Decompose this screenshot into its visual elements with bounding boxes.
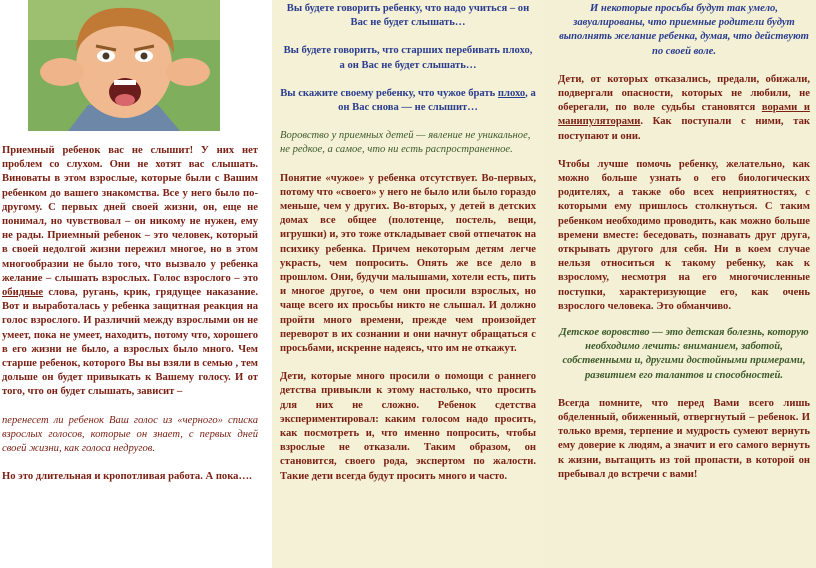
left-paragraph-2: перенесет ли ребенок Ваш голос из «черного» списка взрослых голосов, которые он знает, с первых дней своей жизни, как голоса недругов. [2,414,258,455]
right-paragraph-1: Дети, от которых отказались, предали, обижали, подвергали опасности, которых не любили, не оберегали, по воле судьбы становятся ворами и манипуляторами. Как поступали с ними, так поступают и они. [558,73,810,142]
middle-heading-2: Вы будете говорить, что старших перебивать плохо, а он Вас не будет слышать… [283,45,533,71]
middle-paragraph-1: Понятие «чужое» у ребенка отсутствует. Во-первых, потому что «своего» у него не было или было гораздо меньше, чем у других. Во-вторых, у детей в детских домах все общее (полотенце, постель, вещи, игрушки) и, это тоже откладывает свой отпечаток на психику ребенка. Причем некоторым детям легче украсть, чем попросить. Опять же все дело в прошлом. Они, будучи малышами, хотели есть, пить и многое другое, о чем они просили взрослых, но чаще всего их просьбы никто не слышал. И должно пройти много времени, прежде чем произойдет переворот в их сознании и они начнут обращаться с просьбами, искренне надеясь, что им не откажут. [280,172,536,355]
right-paragraph-3: Всегда помните, что перед Вами всего лишь обделенный, обиженный, отвергнутый – ребенок. И только время, терпение и мудрость сумеют вернуть ему доверие к людям, а значит и его самого вернуть к жизни, вытащить из той пропасти, в которой он пребывал до встречи с вами! [558,397,810,480]
right-heading: И некоторые просьбы будут так умело, завуалированы, что приемные родители будут выполнять желание ребенка, думая, что действуют по своей воле. [559,3,809,57]
middle-paragraph-2: Дети, которые много просили о помощи с раннего детства привыкли к этому настолько, что просить для них не сложно. Ребенок сдетства экспериментировал: каким голосом надо просить, как посмотреть и, что именно попросить, чтобы взрослые не отказали. Таким образом, он становится, своего рода, экспертом по жалости. Такие дети всегда будут просить много и часто. [280,371,536,482]
middle-column [272,0,544,568]
middle-heading-3: Вы скажите своему ребенку, что чужое брать плохо, а он Вас снова — не слышит… [280,87,536,114]
middle-heading-1: Вы будете говорить ребенку, что надо учиться – он Вас не будет слышать… [286,3,530,29]
left-column [0,0,272,568]
right-paragraph-2: Чтобы лучше помочь ребенку, желательно, как можно больше узнать о его биологических родителях, а также обо всех неприятностях, с которыми ему пришлось столкнуться. С таким ребенком необходимо проводить, как можно больше времени вместе: беседовать, познавать друг друга, открывать другого для себя. Ни в коем случае нельзя относиться к такому ребенку, как к взрослому, несмотря на его многочисленные поступки, характеризующие его, как очень взрослого человека. Это обманчиво. [558,158,810,312]
right-column [544,0,816,568]
screaming-child-photo [28,0,220,131]
left-paragraph-1: Приемный ребенок вас не слышит! У них нет проблем со слухом. Они не хотят вас слышать. Виноваты в этом взрослые, которые были с Вашим ребенком до вашего знакомства. Все у него было по-другому. С первых дней своей жизни, он, еще не понимал, но чувствовал – он никому не нужен, ему не рады. Приемный ребенок – это человек, который в своей недолгой жизни пережил многое, но в этом многообразии не было того, что вызвало у ребенка желание – слышать взрослых. Голос взрослого – это обидные слова, ругань, крик, грядущее наказание. Вот и выработалась у ребенка защитная реакция на голос взрослого. И различий между взрослыми он не умеет, пока не умеет, находить, потому что, хорошего в его жизни не было, а взрослых было много. Чем старше ребенок, которого Вы вы взяли в семью , тем дольше он будет привыкать к Вашему голосу. И от того, что он будет слышать, зависит – [2,145,258,398]
middle-quote: Воровство у приемных детей — явление не уникальное, не редкое, а самое, что ни есть распространенное. [280,130,531,156]
left-text-block [2,144,258,484]
right-quote: Детское воровство — это детская болезнь, которую необходимо лечить: вниманием, заботой, собственными и, другими достойными примерами, развитием его талантов и способностей. [559,327,809,381]
left-paragraph-3: Но это длительная и кропотливая работа. А пока…. [2,471,252,483]
